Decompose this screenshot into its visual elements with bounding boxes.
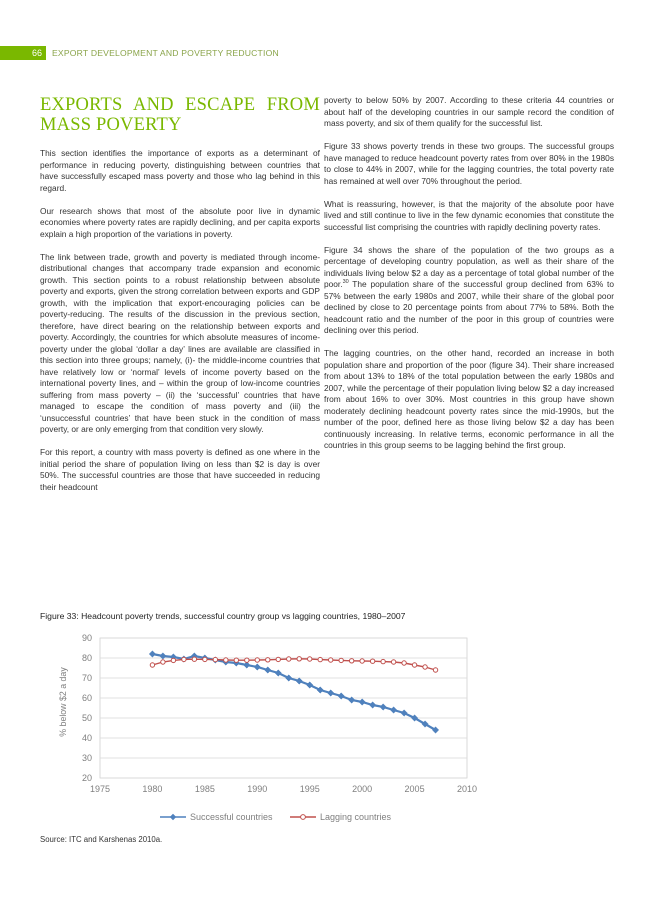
right-column [324, 95, 614, 463]
paragraph-text: The population share of the successful group declined from 63% to 57% between the early 1980s and 2007, while their share of the global poor declined by close to 20 percentage points from about 77% to 58%. Both the headcount ratio and the number of the poor in this group of countries were declining over this period. [324, 279, 614, 335]
paragraph: The lagging countries, on the other hand, recorded an increase in both population share and proportion of the poor (figure 34). Their share increased from about 13% to 18% of the total population between the early 1980s and 2007, while the percentage of their population living below $2 a day increased from about 16% to over 30%. Most countries in this group have shown moderately declining headcount poverty rates since the mid-1990s, but the number of the poor, defined here as those living below $2 a day has been continuously increasing. In relative terms, economic performance in all the countries in this group seems to be lagging behind the first group. [324, 348, 614, 450]
y-tick-label: 80 [81, 653, 92, 663]
data-point-lagging [423, 665, 427, 669]
paragraph [324, 245, 614, 337]
data-point-lagging [213, 657, 217, 661]
paragraph-text: Figure 34 shows the share of the population of the two groups as a percentage of developing country population, as well as their share of the individuals living below $2 a day as a percentage of total global number of the poor. [324, 244, 614, 289]
data-point-successful [149, 651, 155, 657]
data-point-lagging [255, 658, 259, 662]
figure-source: Source: ITC and Karshenas 2010a. [40, 835, 163, 844]
y-tick-label: 30 [81, 753, 92, 763]
figure-caption: Figure 33: Headcount poverty trends, successful country group vs lagging countries, 1980–2007 [40, 611, 406, 621]
data-point-lagging [412, 663, 416, 667]
data-point-lagging [433, 668, 437, 672]
data-point-lagging [276, 657, 280, 661]
data-point-successful [327, 690, 333, 696]
data-point-successful [380, 704, 386, 710]
data-point-lagging [381, 659, 385, 663]
x-tick-label: 2010 [456, 784, 478, 794]
paragraph: This section identifies the importance of exports as a determinant of performance in reducing poverty, distinguishing between countries that have successfully escaped mass poverty and those who lag behind in this regard. [40, 148, 320, 193]
x-tick-label: 1980 [142, 784, 163, 794]
data-point-lagging [391, 660, 395, 664]
data-point-lagging [171, 658, 175, 662]
paragraph: For this report, a country with mass poverty is defined as one where in the initial period the share of population living on less than $2 is day is over 50%. The successful countries are those that have succeeded in reducing their headcount [40, 447, 320, 492]
series-line-successful [152, 654, 435, 730]
data-point-successful [265, 667, 271, 673]
data-point-lagging [203, 657, 207, 661]
x-tick-label: 2000 [352, 784, 373, 794]
x-tick-label: 2005 [404, 784, 425, 794]
data-point-lagging [328, 658, 332, 662]
x-tick-label: 1985 [194, 784, 215, 794]
data-point-lagging [245, 658, 249, 662]
data-point-lagging [182, 657, 186, 661]
y-tick-label: 60 [81, 693, 92, 703]
paragraph: What is reassuring, however, is that the majority of the absolute poor have lived and still continue to live in the few dynamic economies that constitute the successful list comprising the countries with rapidly declining poverty rates. [324, 198, 614, 232]
data-point-lagging [339, 658, 343, 662]
y-tick-label: 90 [81, 633, 92, 643]
x-tick-label: 1975 [89, 784, 111, 794]
legend-label-successful: Successful countries [190, 812, 273, 823]
data-point-lagging [192, 657, 196, 661]
legend-marker-lagging [301, 815, 306, 820]
section-title: EXPORTS AND ESCAPE FROM MASS POVERTY [40, 95, 320, 135]
data-point-lagging [234, 658, 238, 662]
data-point-lagging [318, 657, 322, 661]
paragraph: poverty to below 50% by 2007. According to these criteria 44 countries or about half of the developing countries in our sample record the condition of mass poverty, and six of them qualify for the successful list. [324, 95, 614, 128]
page-number: 66 [0, 46, 46, 60]
data-point-lagging [402, 661, 406, 665]
data-point-lagging [370, 659, 374, 663]
left-column [40, 95, 320, 505]
y-tick-label: 50 [81, 713, 92, 723]
data-point-lagging [349, 659, 353, 663]
data-point-lagging [266, 658, 270, 662]
data-point-lagging [287, 657, 291, 661]
running-title: EXPORT DEVELOPMENT AND POVERTY REDUCTION [52, 48, 279, 58]
data-point-successful [254, 664, 260, 670]
data-point-successful [369, 702, 375, 708]
paragraph: Figure 33 shows poverty trends in these two groups. The successful groups have managed to reduce headcount poverty rates from over 80% in the 1980s to close to 44% in 2007, while for the lagging countries, the total poverty rate has remained at well over 70% throughout the period. [324, 141, 614, 186]
legend-marker-successful [170, 814, 176, 820]
data-point-lagging [224, 658, 228, 662]
x-tick-label: 1990 [247, 784, 268, 794]
footnote-marker: 30 [342, 279, 349, 286]
data-point-successful [359, 699, 365, 705]
data-point-lagging [150, 663, 154, 667]
data-point-lagging [297, 657, 301, 661]
poverty-trend-chart [50, 622, 530, 837]
data-point-lagging [308, 657, 312, 661]
data-point-successful [296, 678, 302, 684]
paragraph: The link between trade, growth and poverty is mediated through income-distributional changes that accompany trade expansion and economic growth. This section points to a robust relationship between absolute poverty and exports, given the strong correlation between exports and GDP growth, with the implication that export-encouraging policies can be poverty-reducing. The results of the discussion in the previous section, therefore, have direct bearing on the relationship between exports and poverty. Accordingly, the countries for which absolute measures of income-poverty under the global ‘dollar a day’ lines are available are classified in this section into three groups; namely, (i)- the middle-income countries that have relatively low or ‘normal’ levels of income poverty based on the international poverty lines, and – within the group of low-income countries suffering from mass poverty – (ii) the ‘successful’ countries that have managed to escape the condition of mass poverty and (iii) the ‘unsuccessful countries’ that have been stuck in the condition of mass poverty, or are only emerging from that condition very slowly. [40, 251, 320, 434]
paragraph: Our research shows that most of the absolute poor live in dynamic economies where poverty rates are rapidly declining, and per capita exports explain a high proportion of the variations in poverty. [40, 205, 320, 239]
x-tick-label: 1995 [299, 784, 320, 794]
y-tick-label: 20 [81, 773, 92, 783]
y-tick-label: 40 [81, 733, 92, 743]
legend-label-lagging: Lagging countries [320, 812, 392, 823]
data-point-successful [390, 707, 396, 713]
data-point-lagging [360, 659, 364, 663]
data-point-lagging [161, 660, 165, 664]
y-axis-label: % below $2 a day [58, 667, 68, 737]
running-header [0, 46, 650, 60]
y-tick-label: 70 [81, 673, 92, 683]
